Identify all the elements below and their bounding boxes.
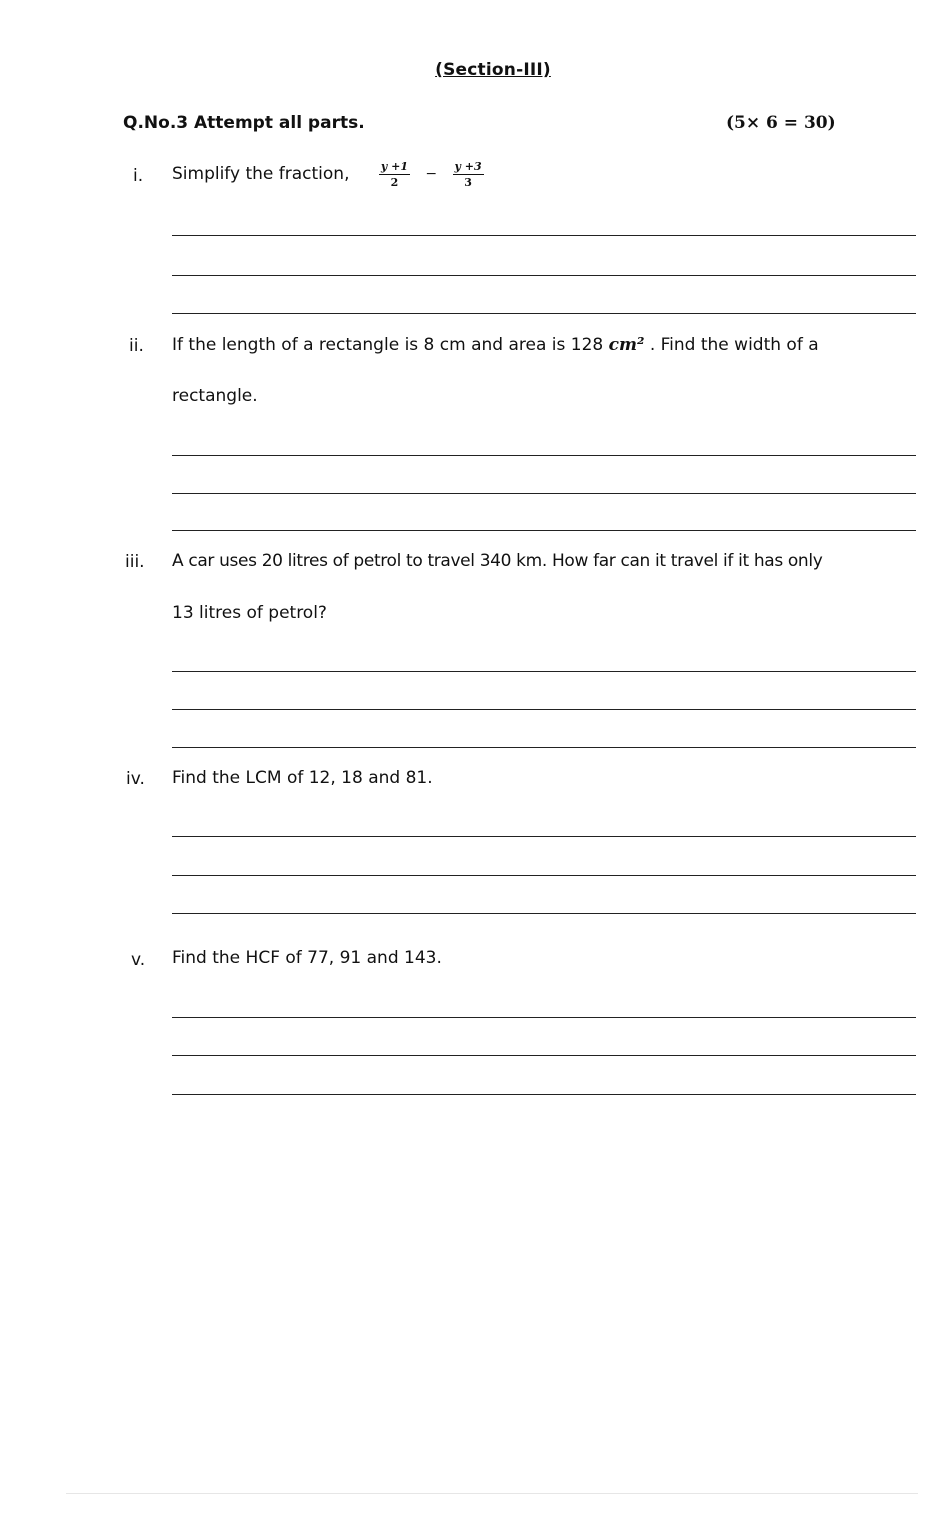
answer-line[interactable] — [172, 530, 916, 531]
answer-line[interactable] — [172, 671, 916, 672]
answer-line[interactable] — [172, 493, 916, 494]
part-ii-question-line2: rectangle. — [172, 386, 258, 406]
part-iii-question-line2: 13 litres of petrol? — [172, 603, 327, 623]
section-title: (Section-III) — [435, 60, 551, 80]
part-v-question: Find the HCF of 77, 91 and 143. — [172, 948, 442, 968]
part-ii-numeral: ii. — [129, 336, 144, 356]
part-iv-question: Find the LCM of 12, 18 and 81. — [172, 768, 433, 788]
part-i-question — [172, 160, 490, 189]
part-iii-question-line1: A car uses 20 litres of petrol to travel 340 km. How far can it travel if it has only — [172, 551, 823, 571]
answer-line[interactable] — [172, 836, 916, 837]
part-ii-question-line1 — [172, 335, 819, 355]
fraction-1-numerator: y +1 — [379, 160, 410, 175]
answer-line[interactable] — [172, 709, 916, 710]
part-i-text: Simplify the fraction, — [172, 164, 350, 185]
answer-line[interactable] — [172, 1055, 916, 1056]
fraction-2-denominator: 3 — [464, 176, 472, 190]
answer-line[interactable] — [172, 747, 916, 748]
page-bottom-divider — [66, 1493, 918, 1494]
answer-line[interactable] — [172, 455, 916, 456]
answer-line[interactable] — [172, 913, 916, 914]
part-v-numeral: v. — [131, 950, 146, 970]
part-ii-text-after: . Find the width of a — [649, 335, 819, 355]
answer-line[interactable] — [172, 313, 916, 314]
answer-line[interactable] — [172, 1094, 916, 1095]
fraction-2 — [453, 160, 484, 189]
answer-line[interactable] — [172, 275, 916, 276]
part-iii-numeral: iii. — [125, 552, 145, 572]
part-ii-text-before: If the length of a rectangle is 8 cm and area is 128 — [172, 335, 604, 355]
question-heading: Q.No.3 Attempt all parts. — [123, 113, 365, 133]
part-i-numeral: i. — [133, 166, 144, 186]
answer-line[interactable] — [172, 875, 916, 876]
marks-allocation: (5× 6 = 30) — [726, 113, 836, 133]
answer-line[interactable] — [172, 235, 916, 236]
fraction-2-numerator: y +3 — [453, 160, 484, 175]
fraction-1 — [379, 160, 410, 189]
area-unit: cm² — [608, 335, 645, 355]
part-iv-numeral: iv. — [126, 769, 145, 789]
answer-line[interactable] — [172, 1017, 916, 1018]
fraction-1-denominator: 2 — [390, 176, 399, 190]
minus-operator: − — [425, 166, 438, 183]
